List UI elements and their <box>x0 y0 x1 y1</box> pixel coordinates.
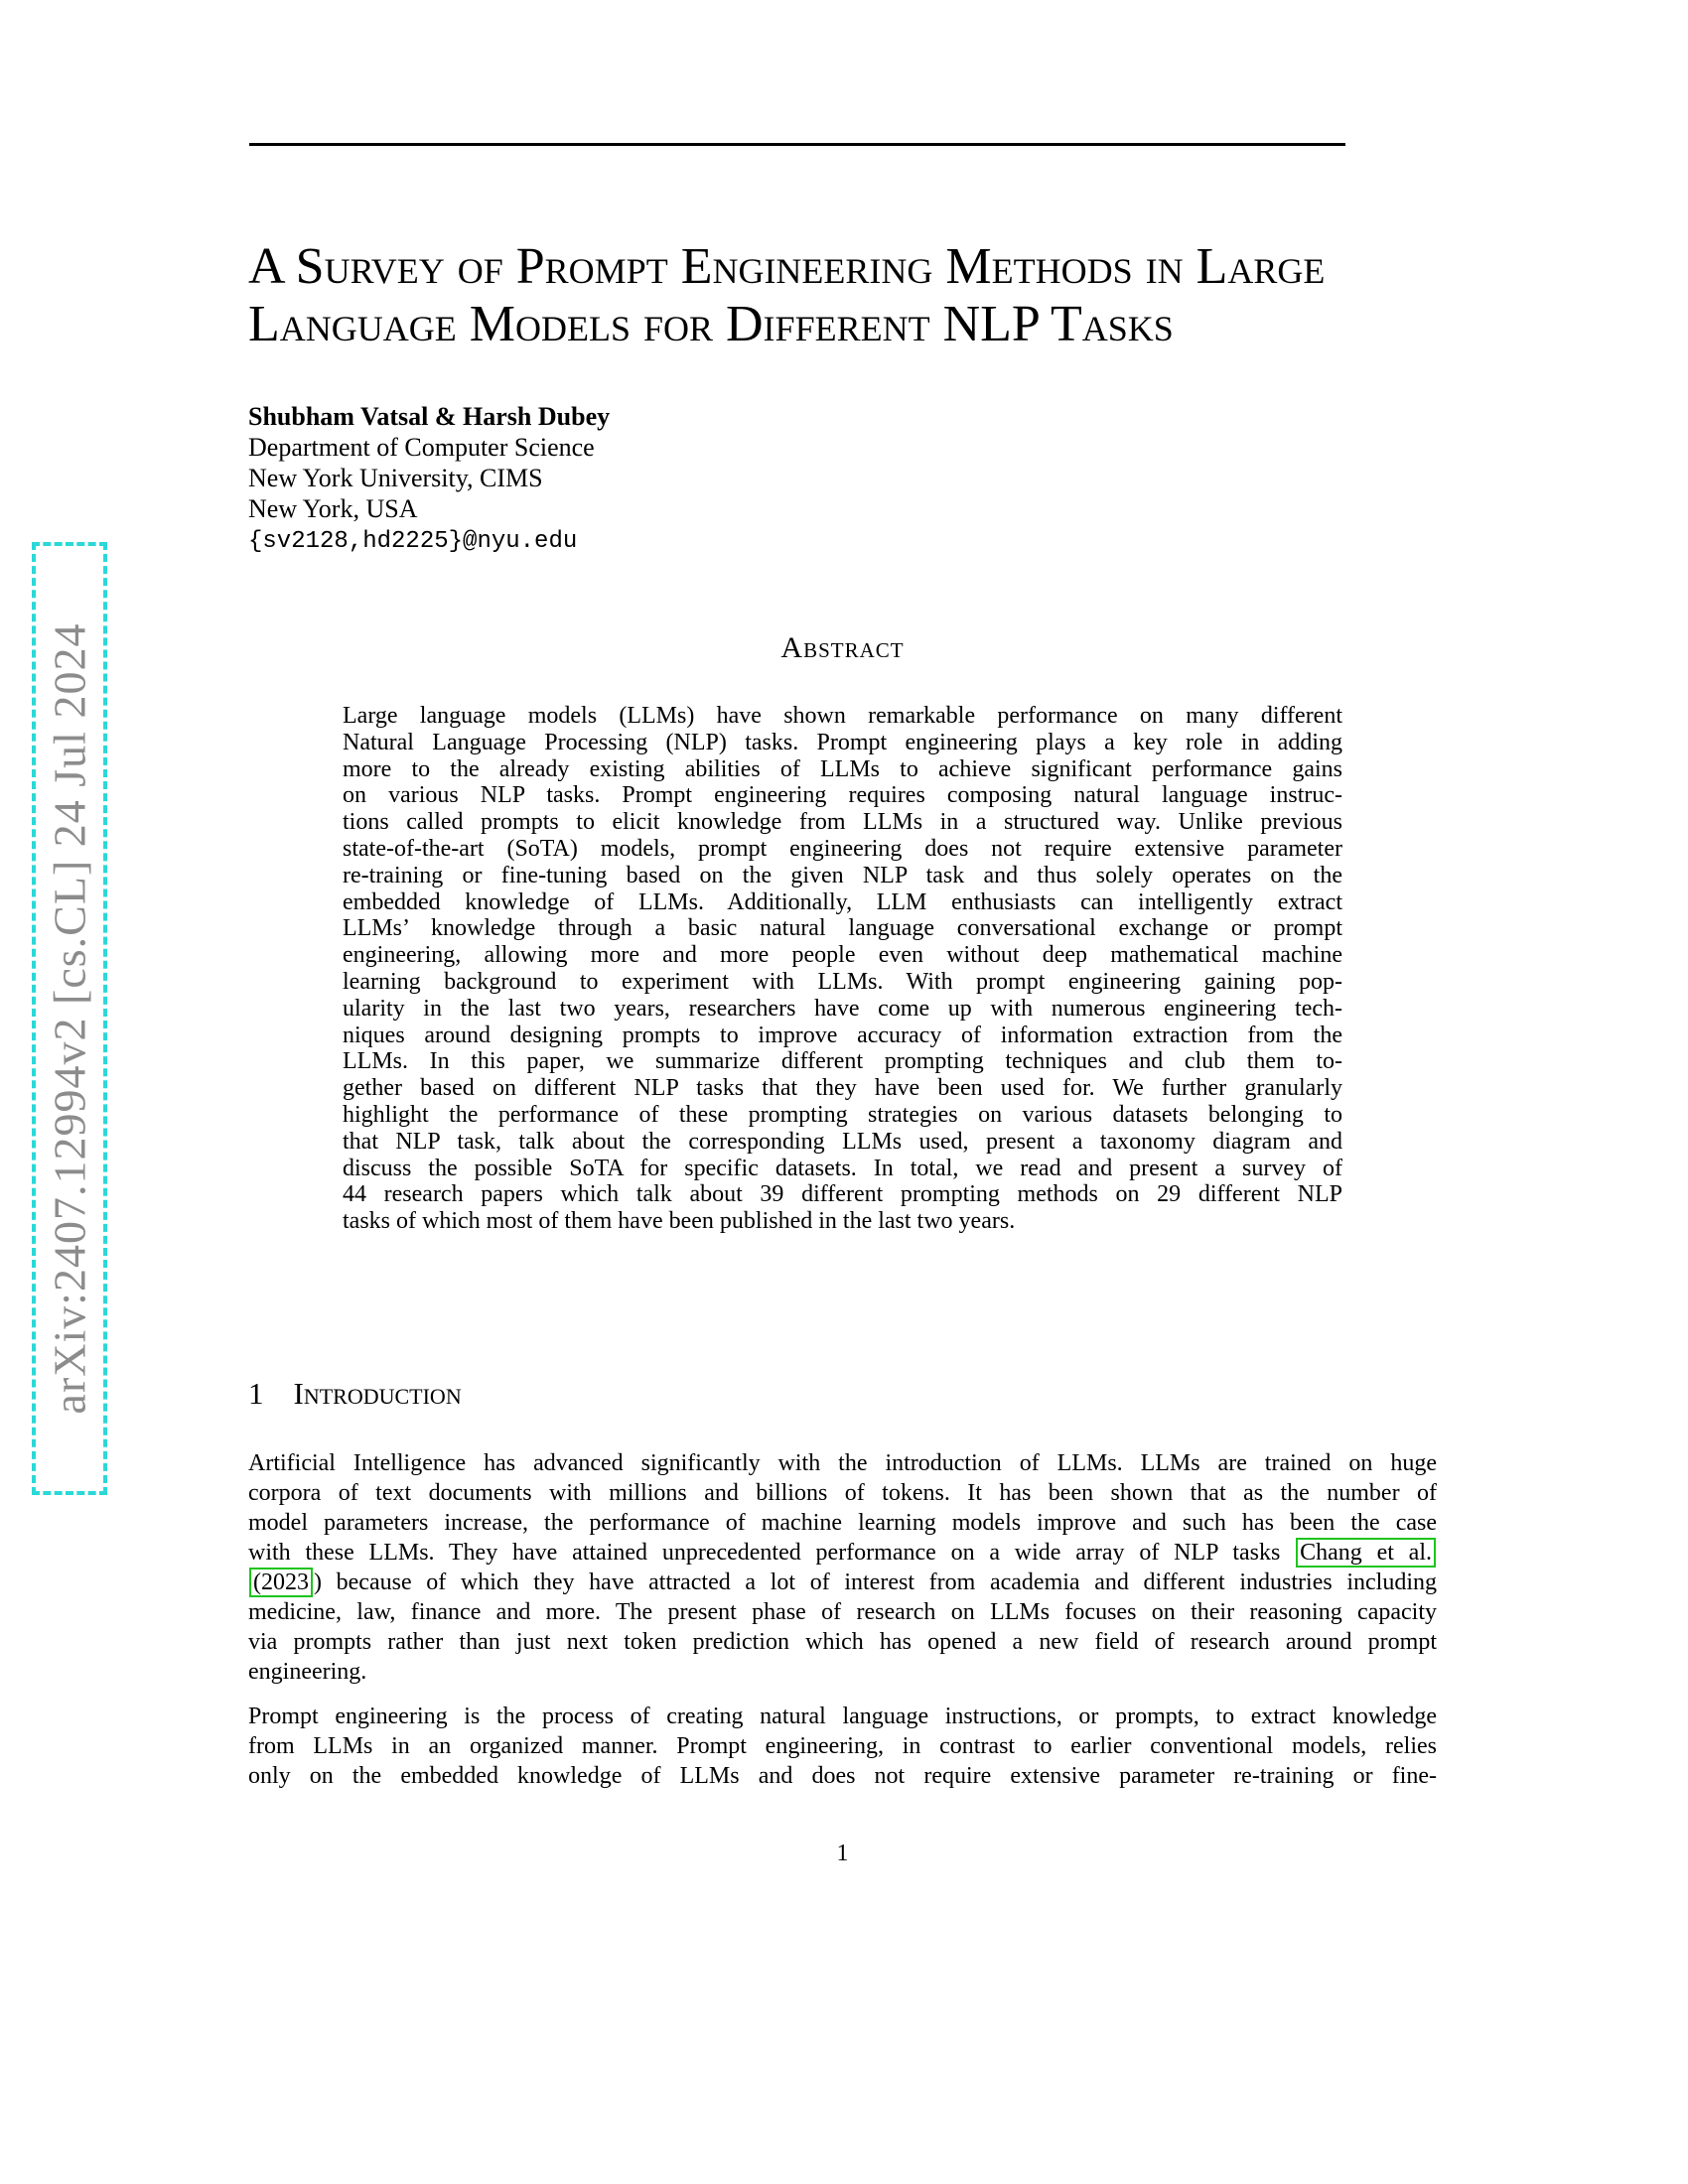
citation-link-chang-et-al[interactable]: Chang et al. <box>1296 1538 1436 1568</box>
header-rule <box>249 143 1345 146</box>
section-title: Introduction <box>293 1376 462 1411</box>
paper-title-line-1: A Survey of Prompt Engineering Methods in Large <box>248 238 1326 295</box>
text-line: only on the embedded knowledge of LLMs and does not require extensive parameter re-training or fine- <box>248 1763 1437 1789</box>
text-line <box>248 1657 1437 1687</box>
text-line: Natural Language Processing (NLP) tasks. Prompt engineering plays a key role in adding <box>343 729 1342 755</box>
text-line <box>248 1448 1437 1478</box>
paper-title <box>248 238 1450 353</box>
section-heading-introduction <box>248 1376 462 1412</box>
text-line: tions called prompts to elicit knowledge from LLMs in a structured way. Unlike previous <box>343 809 1342 836</box>
text-line: gether based on different NLP tasks that they have been used for. We further granularly <box>343 1075 1342 1102</box>
abstract-body <box>343 703 1342 1235</box>
text-line: embedded knowledge of LLMs. Additionally, LLM enthusiasts can intelligently extract <box>343 888 1342 915</box>
abstract-heading: Abstract <box>780 631 905 664</box>
text-line: ularity in the last two years, researchers have come up with numerous engineering tech- <box>343 995 1342 1022</box>
text-line: learning background to experiment with LLMs. With prompt engineering gaining pop- <box>343 968 1342 995</box>
author-names: Shubham Vatsal & Harsh Dubey <box>248 402 611 431</box>
text-segment: with these LLMs. They have attained unprecedented performance on a wide array of NLP tasks <box>248 1540 1296 1566</box>
section-number: 1 <box>248 1376 264 1411</box>
text-line: state-of-the-art (SoTA) models, prompt engineering does not require extensive parameter <box>343 835 1342 862</box>
text-line: that NLP task, talk about the corresponding LLMs used, present a taxonomy diagram and <box>343 1128 1342 1155</box>
arxiv-watermark-text: arXiv:2407.12994v2 [cs.CL] 24 Jul 2024 <box>44 622 95 1415</box>
text-line: re-training or fine-tuning based on the given NLP task and thus solely operates on the <box>343 862 1342 888</box>
text-line: discuss the possible SoTA for specific datasets. In total, we read and present a survey of <box>343 1155 1342 1181</box>
text-line <box>248 1478 1437 1508</box>
text-segment: model parameters increase, the performance of machine learning models improve and such has been the case <box>248 1510 1437 1536</box>
author-department: Department of Computer Science <box>248 433 595 462</box>
text-line: from LLMs in an organized manner. Prompt engineering, in contrast to earlier conventional models, relies <box>248 1733 1437 1759</box>
text-line: highlight the performance of these prompting strategies on various datasets belonging to <box>343 1101 1342 1128</box>
paper-title-line-2: Language Models for Different NLP Tasks <box>248 296 1174 352</box>
text-line: on various NLP tasks. Prompt engineering requires composing natural language instruc- <box>343 782 1342 809</box>
text-line: niques around designing prompts to improve accuracy of information extraction from the <box>343 1022 1342 1048</box>
text-segment: medicine, law, finance and more. The present phase of research on LLMs focuses on their reasoning capacity <box>248 1599 1437 1625</box>
text-segment: via prompts rather than just next token prediction which has opened a new field of research around prompt <box>248 1629 1437 1655</box>
introduction-paragraph-1 <box>248 1448 1437 1687</box>
text-line <box>248 1597 1437 1627</box>
text-segment: ) because of which they have attracted a lot of interest from academia and different industries including <box>314 1570 1437 1595</box>
text-line: Large language models (LLMs) have shown remarkable performance on many different <box>343 703 1342 729</box>
author-block <box>248 401 610 557</box>
text-line <box>248 1627 1437 1657</box>
author-university: New York University, CIMS <box>248 464 543 492</box>
text-segment: engineering. <box>248 1659 367 1685</box>
author-email: {sv2128,hd2225}@nyu.edu <box>248 528 578 555</box>
text-line: 44 research papers which talk about 39 different prompting methods on 29 different NLP <box>343 1181 1342 1208</box>
text-segment: Artificial Intelligence has advanced significantly with the introduction of LLMs. LLMs are trained on huge <box>248 1450 1437 1476</box>
text-line: tasks of which most of them have been published in the last two years. <box>343 1208 1016 1235</box>
text-line: more to the already existing abilities of LLMs to achieve significant performance gains <box>343 755 1342 782</box>
text-line <box>248 1568 1437 1597</box>
arxiv-watermark <box>32 542 107 1495</box>
introduction-paragraph-2 <box>248 1702 1437 1791</box>
author-location: New York, USA <box>248 494 418 523</box>
text-line <box>248 1508 1437 1538</box>
text-line: LLMs. In this paper, we summarize different prompting techniques and club them to- <box>343 1048 1342 1075</box>
page-number: 1 <box>836 1841 849 1866</box>
text-line: Prompt engineering is the process of creating natural language instructions, or prompts, to extract knowledge <box>248 1704 1437 1729</box>
text-line: LLMs’ knowledge through a basic natural language conversational exchange or prompt <box>343 915 1342 942</box>
citation-link-year[interactable]: (2023 <box>249 1568 313 1597</box>
text-line: engineering, allowing more and more people even without deep mathematical machine <box>343 942 1342 969</box>
text-segment: corpora of text documents with millions and billions of tokens. It has been shown that as the number of <box>248 1480 1437 1506</box>
text-line <box>248 1538 1437 1568</box>
